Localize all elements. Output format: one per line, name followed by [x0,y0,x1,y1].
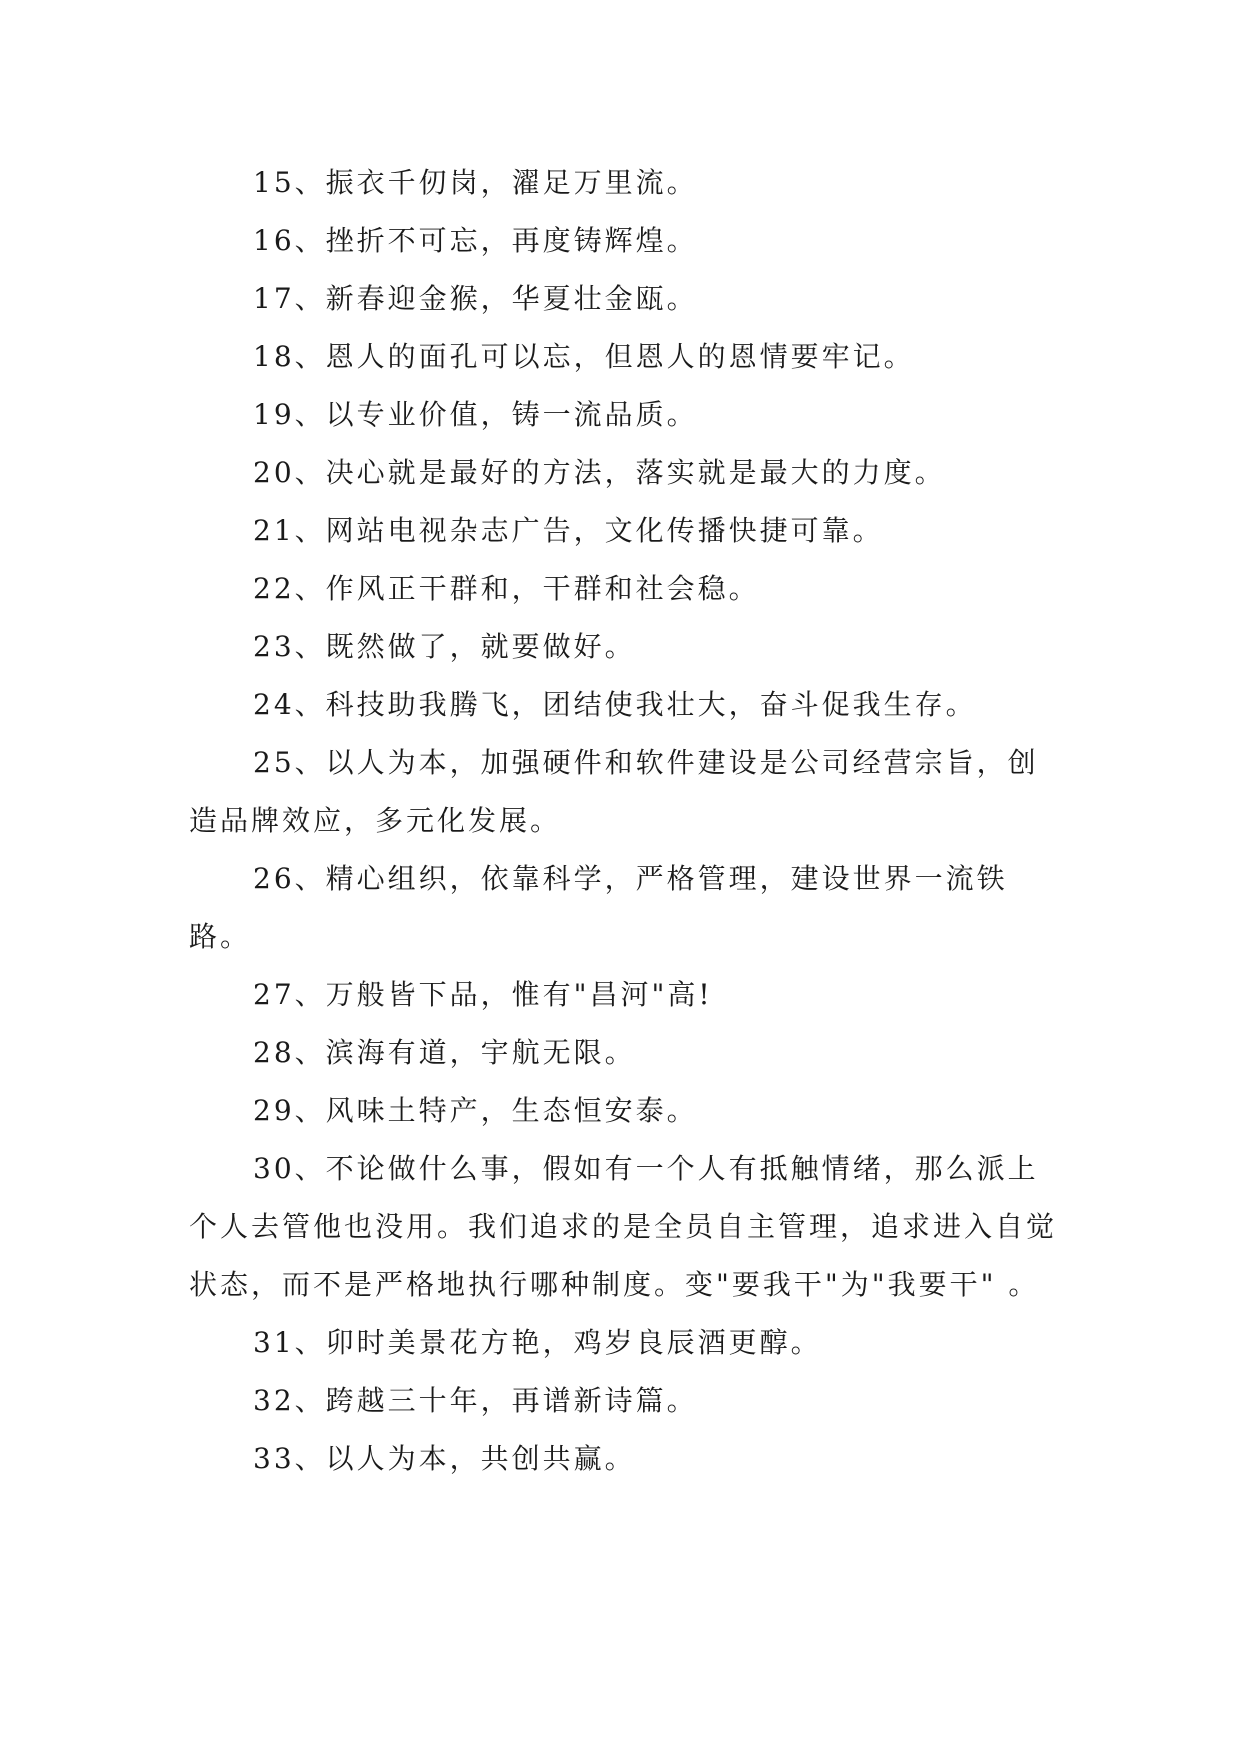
list-item: 18、恩人的面孔可以忘，但恩人的恩情要牢记。 [253,340,915,373]
list-item: 26、精心组织，依靠科学，严格管理，建设世界一流铁路。 [189,862,1008,953]
document-body [189,154,1059,1488]
list-item: 19、以专业价值，铸一流品质。 [253,398,698,431]
list-item: 21、网站电视杂志广告，文化传播快捷可靠。 [253,514,884,547]
list-item: 28、滨海有道，宇航无限。 [253,1036,636,1069]
list-item: 33、以人为本，共创共赢。 [253,1442,636,1475]
list-item: 20、决心就是最好的方法，落实就是最大的力度。 [253,456,946,489]
list-item: 32、跨越三十年，再谱新诗篇。 [253,1384,698,1417]
list-item: 29、风味土特产，生态恒安泰。 [253,1094,698,1127]
list-item: 23、既然做了，就要做好。 [253,630,636,663]
list-item: 25、以人为本，加强硬件和软件建设是公司经营宗旨，创造品牌效应，多元化发展。 [189,746,1039,837]
list-item: 22、作风正干群和，干群和社会稳。 [253,572,760,605]
list-item: 31、卯时美景花方艳，鸡岁良辰酒更醇。 [253,1326,822,1359]
list-item: 15、振衣千仞岗，濯足万里流。 [253,166,698,199]
list-item: 24、科技助我腾飞，团结使我壮大，奋斗促我生存。 [253,688,977,721]
list-item: 30、不论做什么事，假如有一个人有抵触情绪，那么派上个人去管他也没用。我们追求的是全员自主管理，追求进入自觉状态，而不是严格地执行哪种制度。变"要我干"为"我要干" 。 [189,1152,1058,1301]
list-item: 17、新春迎金猴，华夏壮金瓯。 [253,282,698,315]
list-item: 16、挫折不可忘，再度铸辉煌。 [253,224,698,257]
list-item: 27、万般皆下品，惟有"昌河"高! [253,978,713,1011]
